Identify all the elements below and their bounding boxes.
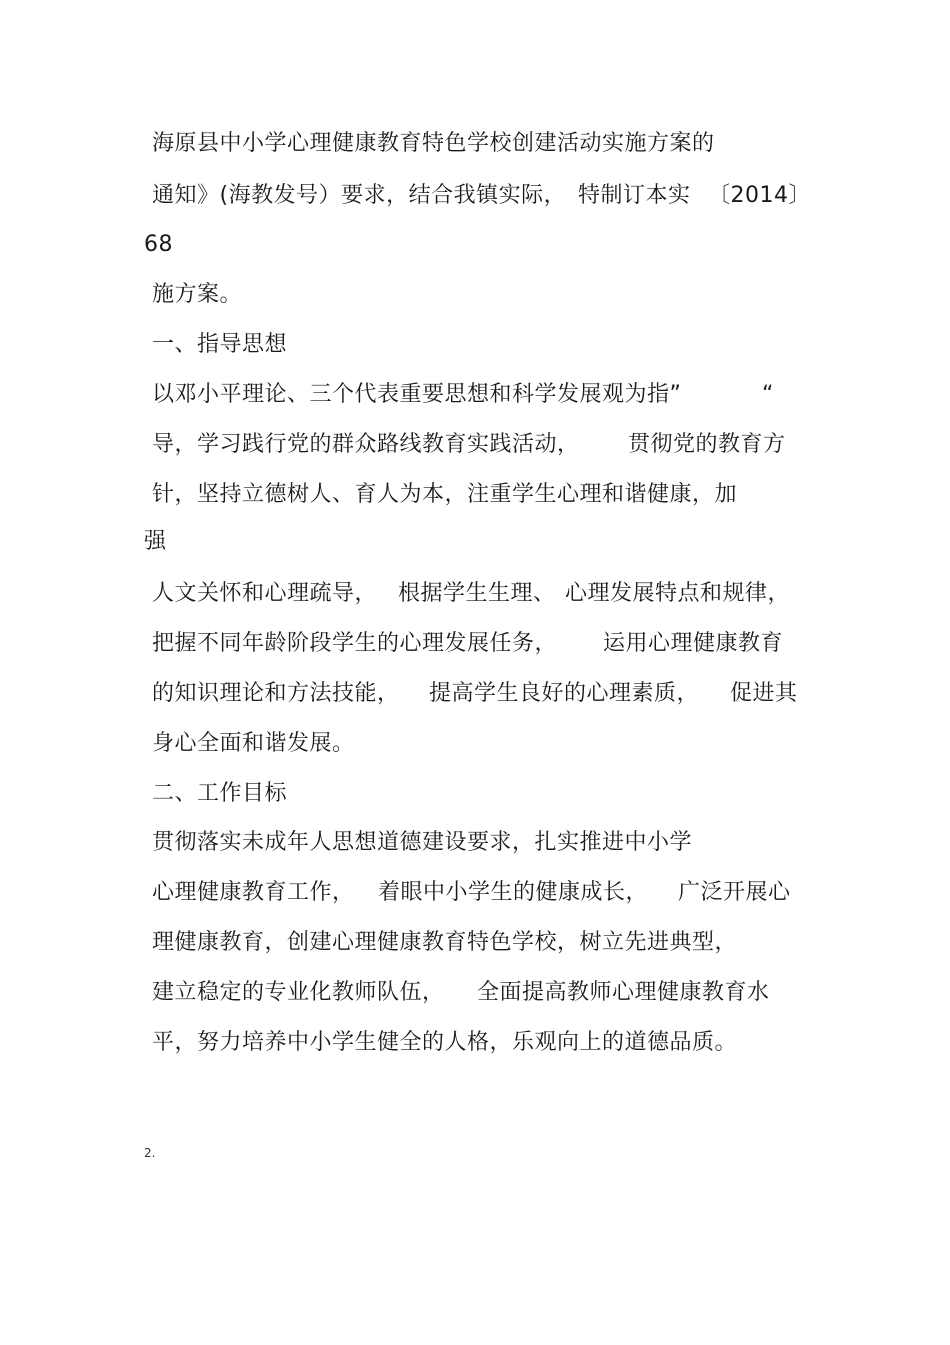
page-number: 2. (144, 1146, 156, 1160)
text-line: 的知识理论和方法技能， (152, 681, 400, 706)
text-line: 强 (144, 529, 167, 554)
text-line: 特制订本实 (578, 183, 691, 208)
text-line: 广泛开展心 (678, 880, 791, 905)
text-line: 运用心理健康教育 (603, 631, 784, 656)
text-line: 针，坚持立德树人、育人为本，注重学生心理和谐健康，加 (152, 482, 738, 507)
section-heading: 二、工作目标 (152, 781, 288, 806)
text-line: 68 (144, 232, 173, 257)
section-heading: 一、指导思想 (152, 332, 288, 357)
text-line: 人文关怀和心理疏导， (152, 581, 378, 606)
text-line: 促进其 (730, 681, 798, 706)
text-line: 〔2014〕 (708, 183, 811, 208)
text-line: 心理发展特点和规律， (565, 581, 791, 606)
text-line: 平，努力培养中小学生健全的人格，乐观向上的道德品质。 (152, 1030, 738, 1055)
text-line: 施方案。 (152, 282, 243, 307)
text-line: 心理健康教育工作， (152, 880, 355, 905)
text-line: 建立稳定的专业化教师队伍， (152, 980, 445, 1005)
text-line: 贯彻落实未成年人思想道德建设要求，扎实推进中小学 (152, 830, 693, 855)
text-line: 通知》(海教发号）要求，结合我镇实际， (152, 183, 567, 208)
text-line: “ (762, 382, 774, 407)
text-line: 身心全面和谐发展。 (152, 731, 355, 756)
text-line: 根据学生生理、 (398, 581, 556, 606)
text-line: 着眼中小学生的健康成长， (378, 880, 649, 905)
text-line: 导，学习践行党的群众路线教育实践活动， (152, 432, 580, 457)
text-line: 以邓小平理论、三个代表重要思想和科学发展观为指” (152, 382, 682, 407)
text-line: 提高学生良好的心理素质， (429, 681, 700, 706)
text-line: 贯彻党的教育方 (628, 432, 786, 457)
text-line: 全面提高教师心理健康教育水 (477, 980, 770, 1005)
text-line: 把握不同年龄阶段学生的心理发展任务， (152, 631, 558, 656)
text-line: 理健康教育，创建心理健康教育特色学校，树立先进典型， (152, 930, 738, 955)
text-line: 海原县中小学心理健康教育特色学校创建活动实施方案的 (152, 131, 715, 156)
